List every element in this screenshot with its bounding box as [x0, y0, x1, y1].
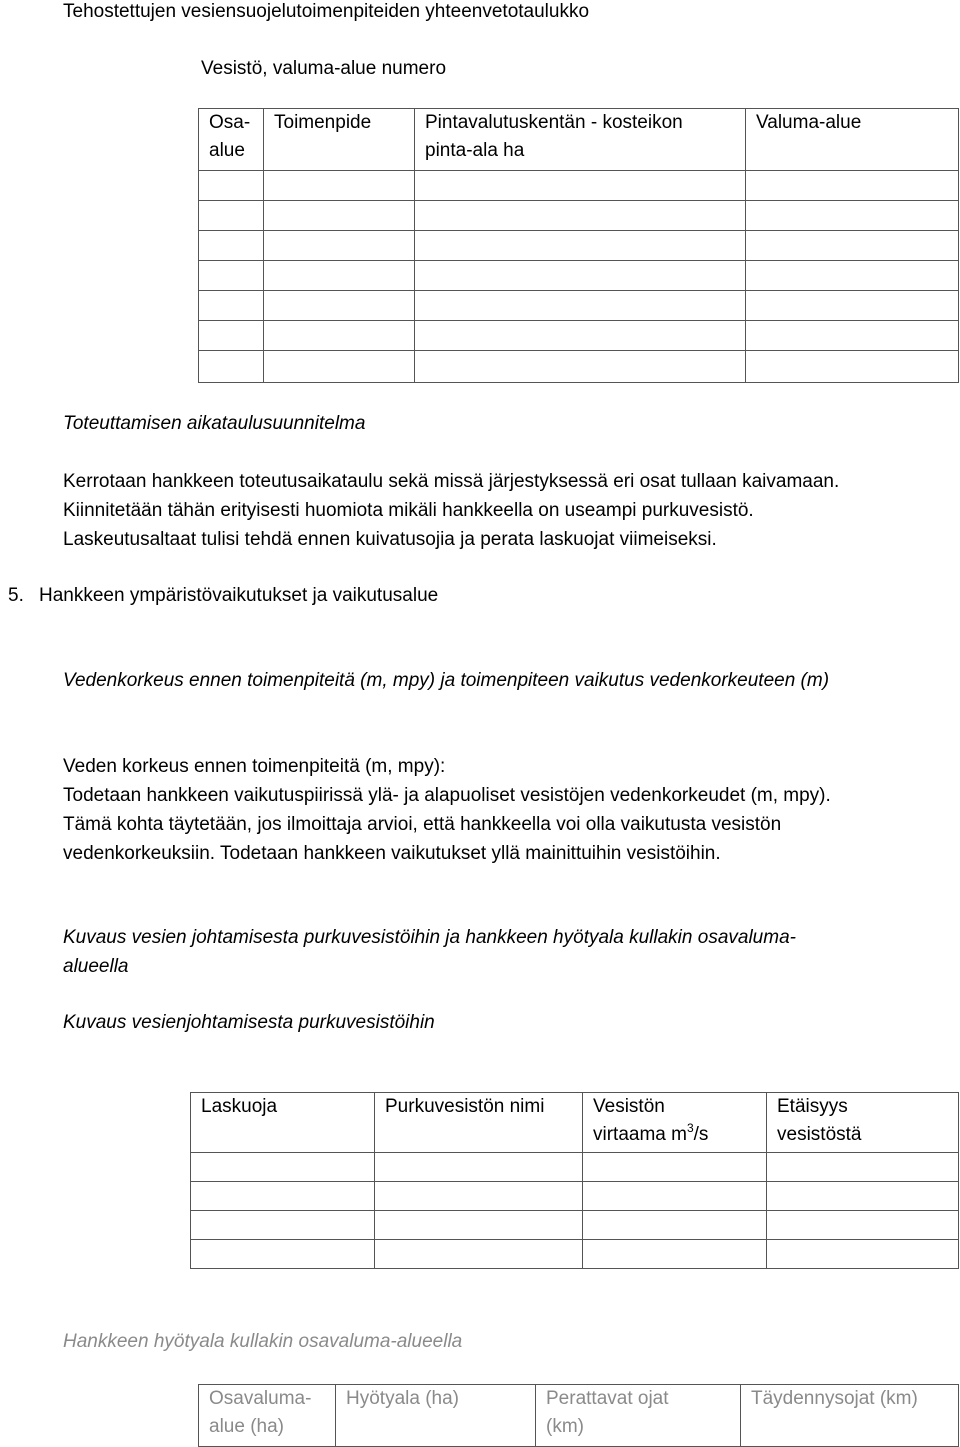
header-valuma-alue: Valuma-alue — [746, 109, 959, 171]
body-line-4: vedenkorkeuksiin. Todetaan hankkeen vaikutukset yllä mainittuihin vesistöihin. — [63, 843, 721, 864]
schedule-line-3: Laskeutusaltaat tulisi tehdä ennen kuivatusojia ja perata laskuojat viimeiseksi. — [63, 529, 717, 550]
kuvaus-heading-line-1: Kuvaus vesien johtamisesta purkuvesistöihin ja hankkeen hyötyala kullakin osavaluma- — [63, 927, 796, 948]
table-row — [199, 171, 959, 201]
header-osa-alue: Osa- alue — [199, 109, 264, 171]
header-purkuvesiston-nimi: Purkuvesistön nimi — [375, 1093, 583, 1153]
section-title: Hankkeen ympäristövaikutukset ja vaikutusalue — [39, 585, 439, 606]
header-osavaluma-alue: Osavaluma- alue (ha) — [199, 1385, 336, 1447]
discharge-table — [190, 1092, 959, 1269]
body-line-2: Todetaan hankkeen vaikutuspiirissä ylä- ja alapuoliset vesistöjen vedenkorkeudet (m, mpy). — [63, 785, 831, 806]
table-row — [199, 261, 959, 291]
table-header-row — [199, 109, 959, 171]
hyotyala-heading: Hankkeen hyötyala kullakin osavaluma-alueella — [63, 1331, 463, 1352]
subtitle: Vesistö, valuma-alue numero — [201, 58, 447, 79]
header-toimenpide: Toimenpide — [264, 109, 415, 171]
table-row — [199, 321, 959, 351]
table-row — [199, 351, 959, 383]
header-vesiston-virtaama: Vesistön virtaama $m^3/s$ — [583, 1093, 767, 1153]
benefit-area-table — [198, 1384, 959, 1447]
kuvaus-heading-line-2: alueella — [63, 956, 129, 977]
table-row — [199, 291, 959, 321]
measures-table — [198, 108, 959, 383]
table-row — [191, 1153, 959, 1182]
header-hyotyala: Hyötyala (ha) — [336, 1385, 536, 1447]
kuvaus-heading-2: Kuvaus vesienjohtamisesta purkuvesistöihin — [63, 1012, 435, 1033]
page-title: Tehostettujen vesiensuojelutoimenpiteiden yhteenvetotaulukko — [63, 1, 590, 22]
header-etaisyys: Etäisyys vesistöstä — [767, 1093, 959, 1153]
table-row — [199, 201, 959, 231]
body-line-1: Veden korkeus ennen toimenpiteitä (m, mpy): — [63, 756, 446, 777]
table-row — [191, 1211, 959, 1240]
header-laskuoja: Laskuoja — [191, 1093, 375, 1153]
schedule-heading: Toteuttamisen aikataulusuunnitelma — [63, 413, 366, 434]
header-perattavat-ojat: Perattavat ojat (km) — [536, 1385, 741, 1447]
body-line-3: Tämä kohta täytetään, jos ilmoittaja arvioi, että hankkeella voi olla vaikutusta vesistön — [63, 814, 782, 835]
header-pinta-ala: Pintavalutuskentän - kosteikon pinta-ala ha — [415, 109, 746, 171]
header-taydennysojat: Täydennysojat (km) — [741, 1385, 959, 1447]
table-header-row — [191, 1093, 959, 1153]
water-level-subheading: Vedenkorkeus ennen toimenpiteitä (m, mpy) ja toimenpiteen vaikutus vedenkorkeuteen (m) — [63, 670, 830, 691]
section-number: 5. — [8, 585, 24, 606]
schedule-line-2: Kiinnitetään tähän erityisesti huomiota mikäli hankkeella on useampi purkuvesistö. — [63, 500, 754, 521]
table-row — [191, 1182, 959, 1211]
table-row — [199, 231, 959, 261]
table-row — [191, 1240, 959, 1269]
schedule-line-1: Kerrotaan hankkeen toteutusaikataulu sekä missä järjestyksessä eri osat tullaan kaivamaan. — [63, 471, 840, 492]
table-header-row — [199, 1385, 959, 1447]
